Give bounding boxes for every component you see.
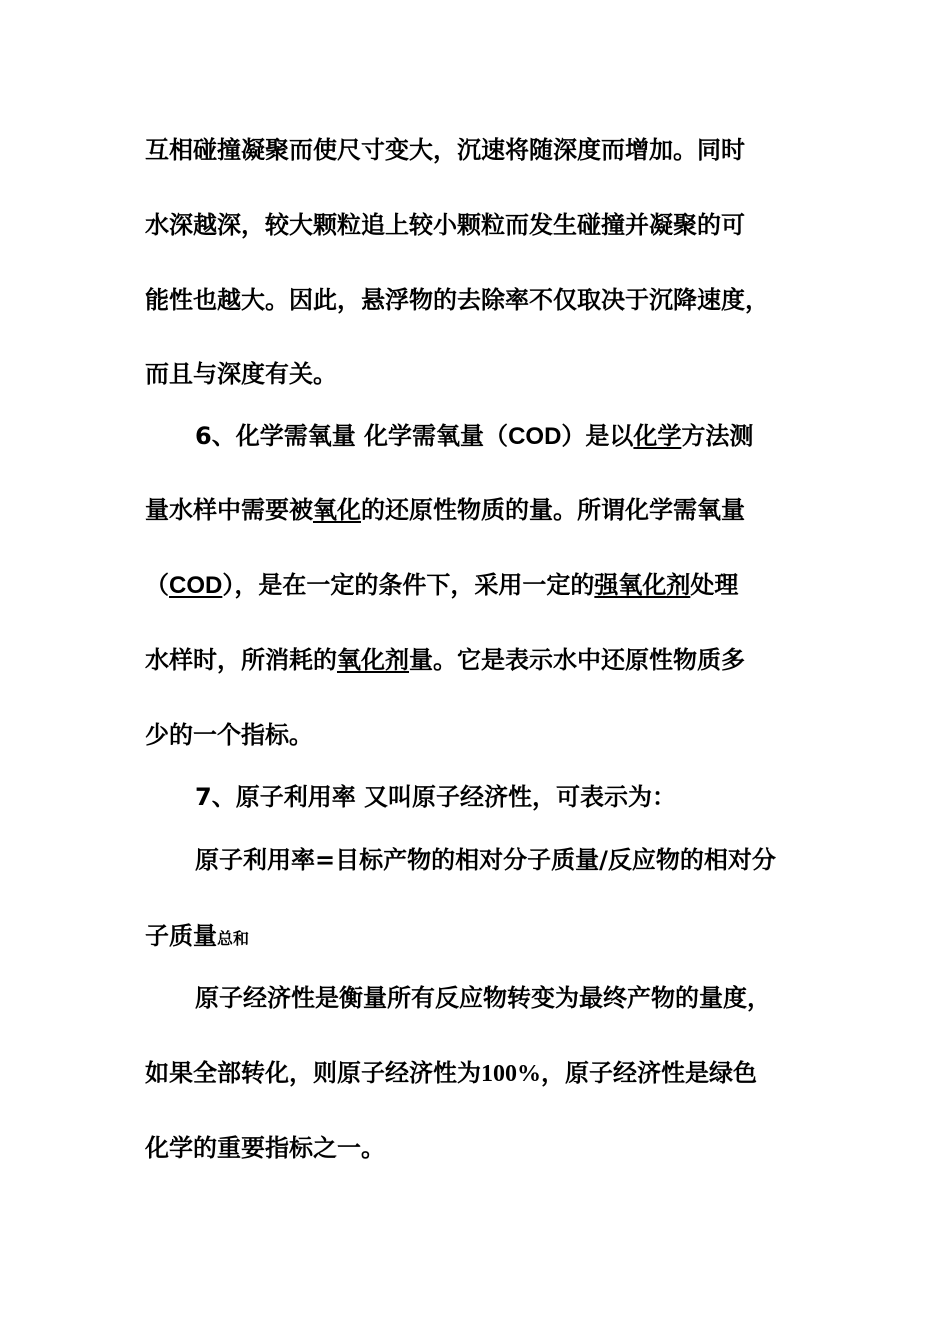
text-line: [145, 1057, 757, 1090]
text-span: ）是以: [561, 422, 634, 450]
text-line: 而且与深度有关。: [145, 360, 337, 388]
text-span: 水样时，所消耗的: [145, 646, 337, 674]
text-line: 能性也越大。因此，悬浮物的去除率不仅取决于沉降速度，: [145, 286, 769, 314]
link-oxidant[interactable]: 氧化剂: [337, 646, 409, 674]
text-span: （: [145, 571, 169, 599]
text-span: 6、化学需氧量 化学需氧量（: [195, 422, 509, 450]
text-line: 7、原子利用率 又叫原子经济性，可表示为：: [195, 783, 677, 811]
text-span: 量水样中需要被: [145, 496, 313, 524]
text-line: 化学的重要指标之一。: [145, 1134, 385, 1162]
text-line: 水深越深，较大颗粒追上较小颗粒而发生碰撞并凝聚的可: [145, 211, 745, 239]
text-line: 互相碰撞凝聚而使尺寸变大，沉速将随深度而增加。同时: [145, 136, 745, 164]
text-line: [145, 920, 249, 955]
link-cod[interactable]: COD: [169, 572, 223, 599]
text-line: 原子经济性是衡量所有反应物转变为最终产物的量度，: [195, 984, 771, 1012]
subscript-text: 总和: [217, 929, 250, 948]
text-span: ），是在一定的条件下，采用一定的: [222, 571, 595, 599]
link-strong-oxidant[interactable]: 强氧化剂: [594, 571, 691, 599]
text-line: [195, 420, 753, 453]
text-span: 如果全部转化，则原子经济性为: [145, 1059, 481, 1087]
text-span: 子质量: [145, 922, 217, 950]
text-span: 量。它是表示水中还原性物质多: [409, 646, 745, 674]
percent-value: 100%: [481, 1061, 541, 1087]
text-line: 原子利用率=目标产物的相对分子质量/反应物的相对分: [195, 846, 776, 874]
text-span: 处理: [690, 571, 739, 599]
text-span: 方法测: [681, 422, 754, 450]
text-line: 少的一个指标。: [145, 721, 313, 749]
link-oxidation[interactable]: 氧化: [313, 496, 361, 524]
text-span: 的还原性物质的量。所谓化学需氧量: [361, 496, 745, 524]
link-chemistry[interactable]: 化学: [633, 422, 682, 450]
text-span: ，原子经济性是绿色: [541, 1059, 757, 1087]
text-line: [145, 644, 745, 676]
cod-abbr: COD: [508, 423, 562, 450]
text-line: [145, 494, 745, 526]
text-line: [145, 569, 738, 602]
